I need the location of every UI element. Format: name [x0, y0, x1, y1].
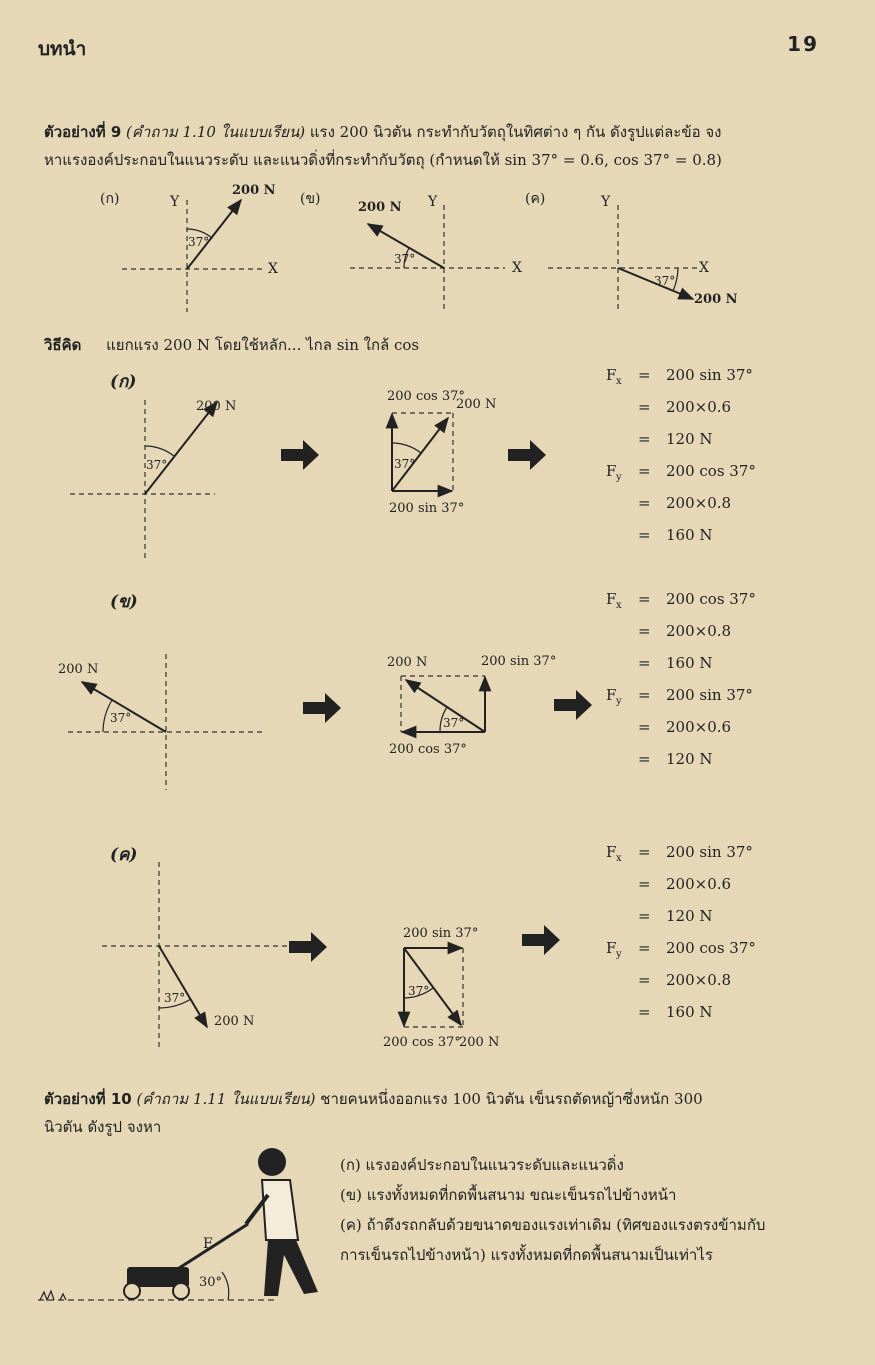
label-angle-ex10: 30°: [199, 1275, 223, 1290]
example10-label: ตัวอย่างที่ 10: [44, 1090, 132, 1108]
equals-sign: =: [638, 750, 651, 768]
example9-line1: แรง 200 นิวตัน กระทำกับวัตถุในทิศต่าง ๆ กัน ดังรูปแต่ละข้อ จง: [309, 123, 722, 141]
label-force-ex10: F: [203, 1236, 213, 1252]
question-item: (ค) ถ้าดึงรถกลับด้วยขนาดของแรงเท่าเดิม (ทิศของแรงตรงข้ามกับ: [340, 1216, 766, 1234]
force-arrow-method-a: [145, 402, 217, 494]
equals-sign: =: [638, 494, 651, 512]
equals-sign: =: [638, 686, 651, 704]
example9-line2: หาแรงองค์ประกอบในแนวระดับ และแนวดิ่งที่กระทำกับวัตถุ (กำหนดให้ sin 37° = 0.6, cos 37° = 0.8): [44, 151, 722, 169]
method-label: วิธีคิด: [44, 336, 82, 354]
label-angle-method-c: 37°: [164, 991, 186, 1005]
equation-value: 120 N: [666, 907, 713, 925]
label-cos-method-b: 200 cos 37°: [389, 742, 467, 757]
equals-sign: =: [638, 843, 651, 861]
label-sin-method-b: 200 sin 37°: [481, 654, 557, 669]
label-angle-rect-b: 37°: [443, 716, 465, 730]
label-x-top-a: X: [268, 261, 278, 277]
label-x-top-c: X: [699, 260, 709, 276]
equation-value: 200×0.8: [666, 622, 732, 640]
resultant-arrow-a: [392, 418, 448, 491]
equals-sign: =: [638, 875, 651, 893]
label-sin-method-a: 200 sin 37°: [389, 501, 465, 516]
label-top-a: (ก): [100, 191, 120, 207]
equation-value: 200×0.8: [666, 494, 732, 512]
thick-arrow-c2: [522, 925, 560, 955]
label-sin-method-c: 200 sin 37°: [403, 926, 479, 941]
equals-sign: =: [638, 1003, 651, 1021]
label-force-top-b: 200 N: [358, 200, 402, 215]
equals-sign: =: [638, 654, 651, 672]
example10-text: [44, 1085, 824, 1141]
method-text: แยกแรง 200 N โดยใช้หลัก... ไกล sin ใกล้ cos: [106, 336, 420, 354]
equation-value: 200 cos 37°: [666, 939, 756, 957]
example9-ref: (คำถาม 1.10 ในแบบเรียน): [126, 123, 306, 141]
equals-sign: =: [638, 971, 651, 989]
example10-line2: นิวตัน ดังรูป จงหา: [44, 1118, 162, 1136]
force-symbol-fx: F: [606, 843, 617, 861]
label-method-a: (ก): [110, 372, 137, 392]
thick-arrow-b1: [303, 693, 341, 723]
angle-arc-method-a: [145, 446, 174, 456]
label-y-top-a: Y: [170, 194, 180, 210]
equation-value: 160 N: [666, 654, 713, 672]
example10-line1: ชายคนหนึ่งออกแรง 100 นิวตัน เข็นรถตัดหญ้าซึ่งหนัก 300: [320, 1090, 703, 1108]
equation-value: 200×0.6: [666, 398, 732, 416]
label-force-top-a: 200 N: [232, 183, 276, 198]
equation-value: 160 N: [666, 526, 713, 544]
equals-sign: =: [638, 622, 651, 640]
label-force-rect-c: 200 N: [459, 1035, 500, 1050]
label-angle-rect-c: 37°: [408, 984, 430, 998]
angle-arc-method-a-rect: [392, 443, 421, 453]
example9-label: ตัวอย่างที่ 9: [44, 123, 122, 141]
force-subscript-fy: y: [616, 949, 622, 960]
equation-value: 160 N: [666, 1003, 713, 1021]
label-cos-method-c: 200 cos 37°: [383, 1035, 461, 1050]
label-x-top-b: X: [512, 260, 522, 276]
force-symbol-fy: F: [606, 686, 617, 704]
label-top-b: (ข): [300, 191, 321, 207]
example10-questions: [340, 1150, 820, 1270]
label-cos-method-a: 200 cos 37°: [387, 389, 465, 404]
equals-sign: =: [638, 398, 651, 416]
thick-arrow-a2: [508, 440, 546, 470]
example10-ref: (คำถาม 1.11 ในแบบเรียน): [136, 1090, 316, 1108]
question-item: (ข) แรงทั้งหมดที่กดพื้นสนาม ขณะเข็นรถไปข้างหน้า: [340, 1186, 677, 1204]
label-force-method-c: 200 N: [214, 1014, 255, 1029]
label-method-c: (ค): [110, 845, 138, 865]
mower-wheel-rear: [124, 1283, 140, 1299]
equation-value: 120 N: [666, 430, 713, 448]
equation-value: 200×0.6: [666, 875, 732, 893]
equals-sign: =: [638, 939, 651, 957]
equals-sign: =: [638, 462, 651, 480]
equations: [606, 366, 756, 1021]
grass-icon: [40, 1291, 66, 1300]
force-subscript-fy: y: [616, 696, 622, 707]
person-shirt: [262, 1180, 298, 1240]
label-angle-rect-a: 37°: [394, 457, 416, 471]
label-angle-method-b: 37°: [110, 711, 132, 725]
force-subscript-fx: x: [616, 853, 622, 864]
equation-value: 200 cos 37°: [666, 462, 756, 480]
label-method-b: (ข): [110, 592, 138, 612]
equals-sign: =: [638, 907, 651, 925]
force-symbol-fy: F: [606, 939, 617, 957]
force-subscript-fx: x: [616, 600, 622, 611]
equation-value: 200 cos 37°: [666, 590, 756, 608]
question-item: (ก) แรงองค์ประกอบในแนวระดับและแนวดิ่ง: [340, 1156, 624, 1174]
equals-sign: =: [638, 526, 651, 544]
lawnmower-illustration: [40, 1148, 318, 1300]
force-symbol-fx: F: [606, 590, 617, 608]
label-force-method-b: 200 N: [58, 662, 99, 677]
question-item: การเข็นรถไปข้างหน้า) แรงทั้งหมดที่กดพื้นสนามเป็นเท่าไร: [340, 1246, 713, 1264]
label-force-method-a: 200 N: [196, 399, 237, 414]
equals-sign: =: [638, 430, 651, 448]
thick-arrow-a1: [281, 440, 319, 470]
force-subscript-fx: x: [616, 376, 622, 387]
equation-value: 200 sin 37°: [666, 686, 753, 704]
equals-sign: =: [638, 718, 651, 736]
thick-arrow-c1: [289, 932, 327, 962]
thick-arrow-b2: [554, 690, 592, 720]
force-symbol-fx: F: [606, 366, 617, 384]
force-subscript-fy: y: [616, 472, 622, 483]
equals-sign: =: [638, 366, 651, 384]
equals-sign: =: [638, 590, 651, 608]
page-number: 19: [787, 32, 819, 56]
label-y-top-c: Y: [601, 194, 611, 210]
equation-value: 200×0.8: [666, 971, 732, 989]
label-angle-top-a: 37°: [188, 235, 210, 249]
label-force-top-c: 200 N: [694, 292, 738, 307]
equation-value: 200 sin 37°: [666, 843, 753, 861]
label-y-top-b: Y: [428, 194, 438, 210]
angle-arc-ex10: [222, 1272, 229, 1300]
label-angle-top-b: 37°: [394, 252, 416, 266]
label-angle-method-a: 37°: [146, 458, 168, 472]
equation-value: 120 N: [666, 750, 713, 768]
section-header: บทนำ: [38, 38, 87, 60]
equation-value: 200×0.6: [666, 718, 732, 736]
label-force-rect-b: 200 N: [387, 655, 428, 670]
label-top-c: (ค): [525, 191, 546, 207]
person-head: [258, 1148, 286, 1176]
label-force-rect-a: 200 N: [456, 397, 497, 412]
person-legs: [264, 1240, 318, 1296]
label-angle-top-c: 37°: [654, 274, 676, 288]
force-arrow-method-c: [159, 946, 207, 1027]
force-symbol-fy: F: [606, 462, 617, 480]
equation-value: 200 sin 37°: [666, 366, 753, 384]
mower-wheel-front: [173, 1283, 189, 1299]
